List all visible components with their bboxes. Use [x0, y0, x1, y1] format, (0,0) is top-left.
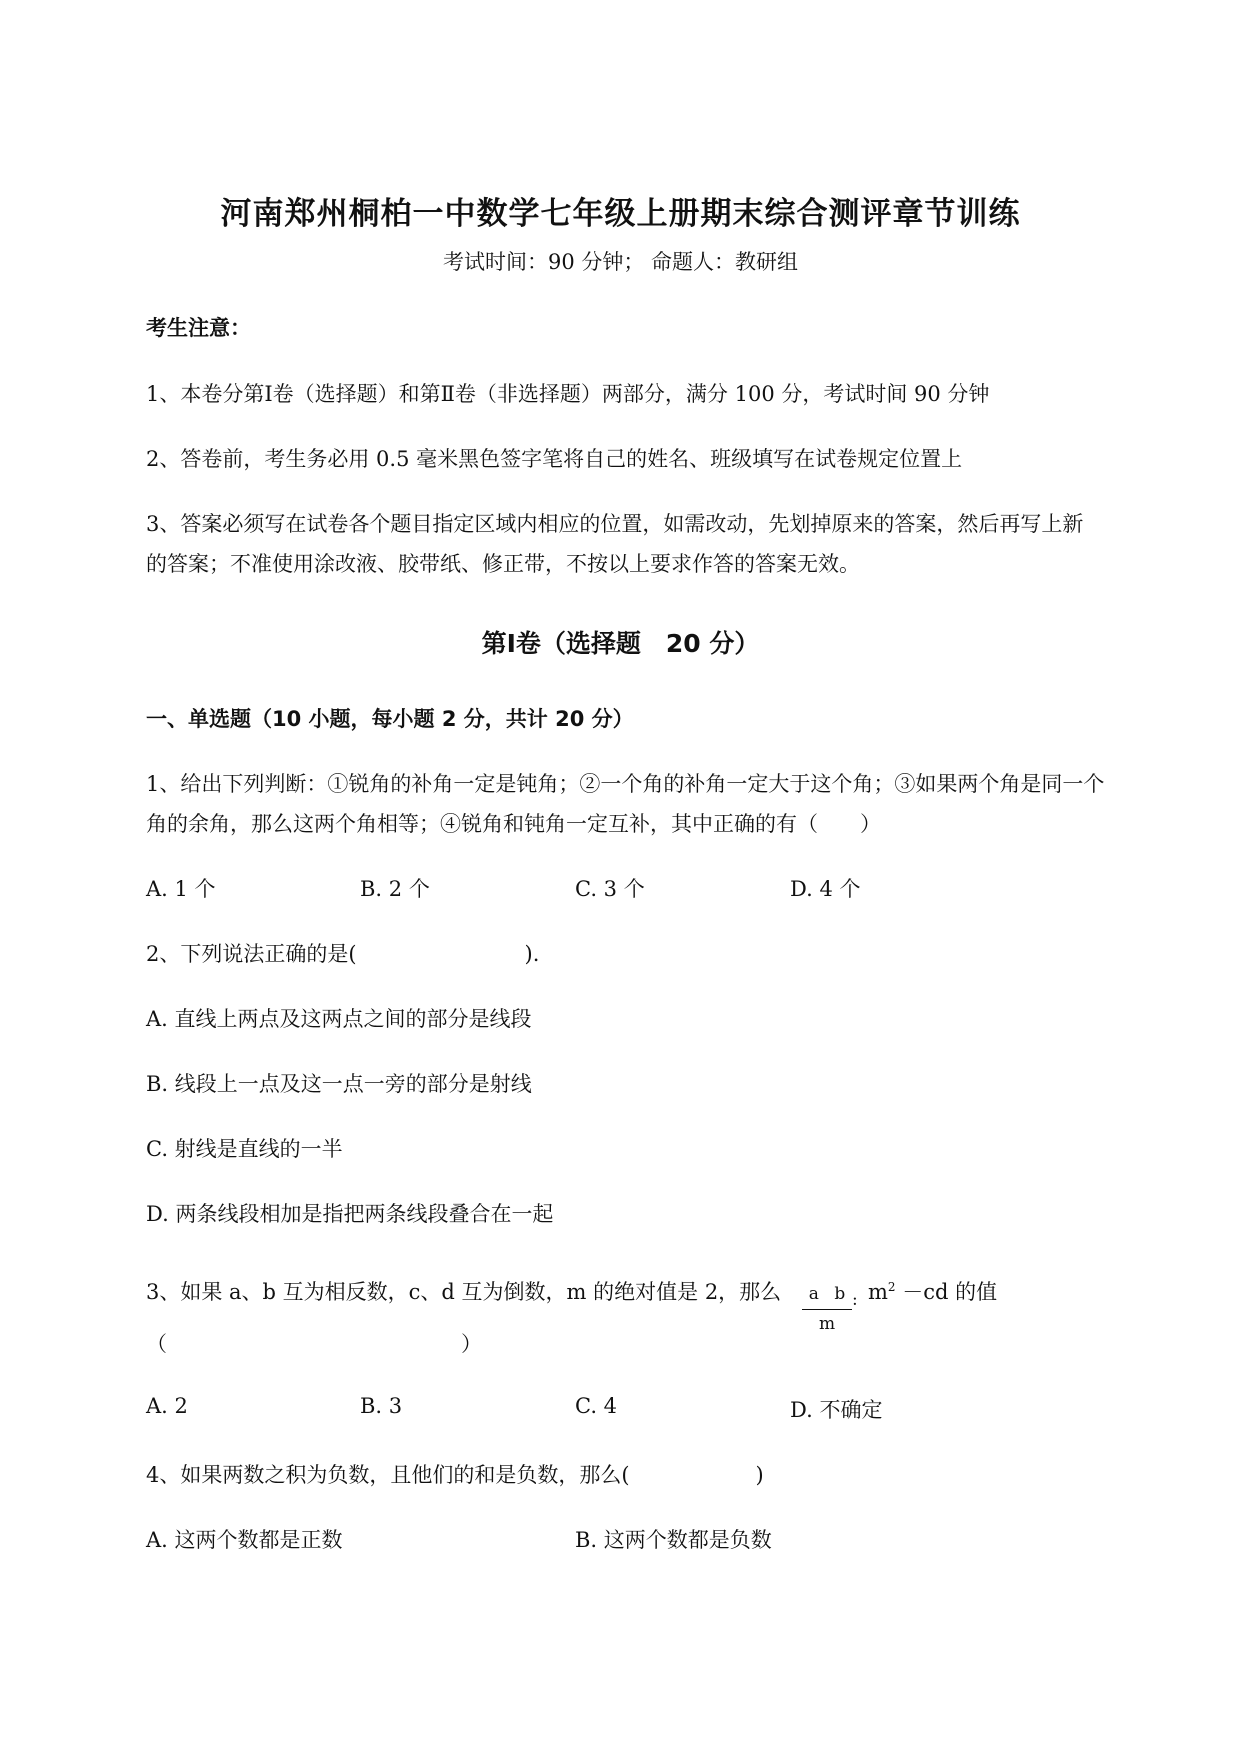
q3-option-b: B. 3 — [360, 1394, 403, 1418]
q3-colon: : — [852, 1290, 858, 1310]
q3-fraction — [800, 1284, 854, 1344]
notice-item-continued: 的答案；不准使用涂改液、胶带纸、修正带，不按以上要求作答的答案无效。 — [146, 552, 860, 576]
notice-heading: 考生注意： — [146, 316, 251, 340]
q1-stem-line2: 角的余角，那么这两个角相等；④锐角和钝角一定互补，其中正确的有（ ） — [146, 812, 881, 836]
q2-option-c: C. 射线是直线的一半 — [146, 1137, 343, 1161]
q2-option-b: B. 线段上一点及这一点一旁的部分是射线 — [146, 1072, 532, 1096]
notice-item: 3、答案必须写在试卷各个题目指定区域内相应的位置，如需改动，先划掉原来的答案，然后再写上新 — [146, 512, 1084, 536]
page-subtitle: 考试时间：90 分钟； 命题人：教研组 — [442, 250, 799, 274]
q4-option-a: A. 这两个数都是正数 — [146, 1528, 343, 1552]
q3-answer-paren: （ ） — [146, 1332, 482, 1356]
q3-option-d: D. 不确定 — [790, 1398, 883, 1422]
notice-item: 1、本卷分第Ⅰ卷（选择题）和第Ⅱ卷（非选择题）两部分，满分 100 分，考试时间 90 分钟 — [146, 382, 990, 406]
part-heading: 一、单选题（10 小题，每小题 2 分，共计 20 分） — [146, 707, 634, 731]
q2-option-d: D. 两条线段相加是指把两条线段叠合在一起 — [146, 1202, 554, 1226]
q4-stem: 4、如果两数之积为负数，且他们的和是负数，那么( ) — [146, 1463, 764, 1487]
section-title: 第Ⅰ卷（选择题 20 分） — [481, 629, 760, 658]
q3-option-c: C. 4 — [575, 1394, 618, 1418]
q3-fraction-denominator: m — [818, 1314, 836, 1334]
q4-option-b: B. 这两个数都是负数 — [575, 1528, 772, 1552]
q1-option-c: C. 3 个 — [575, 877, 645, 901]
notice-item: 2、答卷前，考生务必用 0.5 毫米黑色签字笔将自己的姓名、班级填写在试卷规定位置上 — [146, 447, 963, 471]
page-title: 河南郑州桐柏一中数学七年级上册期末综合测评章节训练 — [220, 196, 1021, 232]
q1-option-a: A. 1 个 — [146, 877, 216, 901]
q3-option-a: A. 2 — [146, 1394, 188, 1418]
q1-option-b: B. 2 个 — [360, 877, 430, 901]
q3-exponent: 2 — [887, 1280, 896, 1294]
q3-expression — [868, 1276, 997, 1306]
q3-fraction-numerator: a b — [808, 1284, 846, 1304]
q2-stem: 2、下列说法正确的是( ). — [146, 942, 540, 966]
q3-stem-tail: －cd 的值 — [902, 1280, 998, 1304]
q3-m: m — [868, 1280, 888, 1304]
q3-stem: 3、如果 a、b 互为相反数，c、d 互为倒数，m 的绝对值是 2，那么 — [146, 1280, 782, 1304]
q1-stem-line1: 1、给出下列判断：①锐角的补角一定是钝角；②一个角的补角一定大于这个角；③如果两个角是同一个 — [146, 772, 1105, 796]
q2-option-a: A. 直线上两点及这两点之间的部分是线段 — [146, 1007, 532, 1031]
q3-fraction-bar — [802, 1309, 852, 1310]
q1-option-d: D. 4 个 — [790, 877, 861, 901]
